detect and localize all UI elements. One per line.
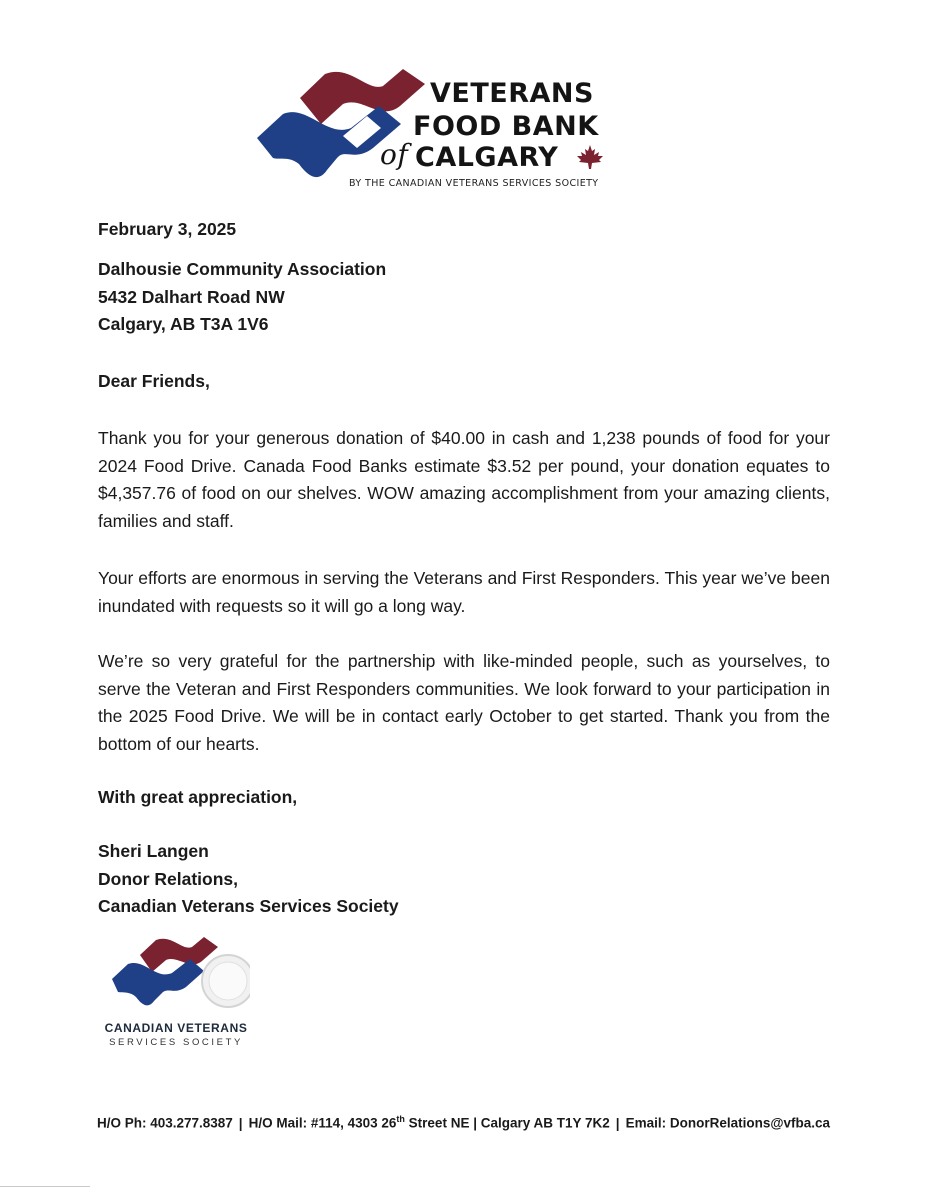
recipient-name: Dalhousie Community Association (98, 259, 387, 279)
logo-line-calgary: CALGARY (415, 142, 559, 173)
footer-mail-sup: th (396, 1114, 405, 1124)
scan-artifact-line (0, 1186, 90, 1187)
signer-title: Donor Relations, (98, 868, 239, 889)
vfbc-wave-logo-icon (255, 66, 425, 191)
logo-of: of (380, 138, 409, 171)
footer-mail-suffix: Street NE | Calgary AB T1Y 7K2 (404, 1115, 610, 1131)
logo-line-veterans: VETERANS (430, 78, 594, 109)
greeting: Dear Friends, (98, 371, 210, 391)
footer-separator: | (238, 1115, 243, 1131)
signer-organization: Canadian Veterans Services Society (98, 896, 399, 916)
closing: With great appreciation, (98, 787, 298, 807)
body-paragraph-2: Your efforts are enormous in serving the Veterans and First Responders. This year we’ve been inundated with requests so it will go a long way. (98, 568, 830, 616)
signature-block (98, 838, 830, 921)
body-paragraph-3: We’re so very grateful for the partnership with like-minded people, such as yourselves, to serve the Veteran and First Responders communities. We look forward to your participation in the 2025 Food Drive. We will be in contact early October to get started. Thank you from the bottom of our hearts. (98, 651, 830, 754)
footer-email: Email: DonorRelations@vfba.ca (625, 1115, 831, 1131)
cvss-wave-logo-icon (110, 935, 250, 1015)
letter-date: February 3, 2025 (98, 219, 237, 239)
maple-leaf-icon (576, 144, 604, 170)
footer-contact (0, 1114, 927, 1131)
header-logo (255, 66, 615, 194)
recipient-street: 5432 Dalhart Road NW (98, 286, 285, 307)
footer-logo-subtitle: SERVICES SOCIETY (109, 1037, 243, 1048)
recipient-address (98, 256, 830, 339)
signer-name: Sheri Langen (98, 841, 209, 861)
logo-line-food-bank: FOOD BANK (413, 111, 599, 142)
footer-mail-prefix: H/O Mail: #114, 4303 26 (248, 1115, 397, 1131)
recipient-city: Calgary, AB T3A 1V6 (98, 314, 269, 334)
body-paragraph-1: Thank you for your generous donation of $40.00 in cash and 1,238 pounds of food for your 2024 Food Drive. Canada Food Banks estimate $3.52 per pound, your donation equates to $4,357.76 of food on our shelves. WOW amazing accomplishment from your amazing clients, families and staff. (98, 428, 830, 531)
footer-separator: | (615, 1115, 620, 1131)
logo-tagline: BY THE CANADIAN VETERANS SERVICES SOCIETY (349, 178, 599, 189)
footer-phone: H/O Ph: 403.277.8387 (96, 1115, 233, 1131)
footer-logo (96, 935, 266, 1055)
footer-logo-name: CANADIAN VETERANS (104, 1021, 248, 1035)
